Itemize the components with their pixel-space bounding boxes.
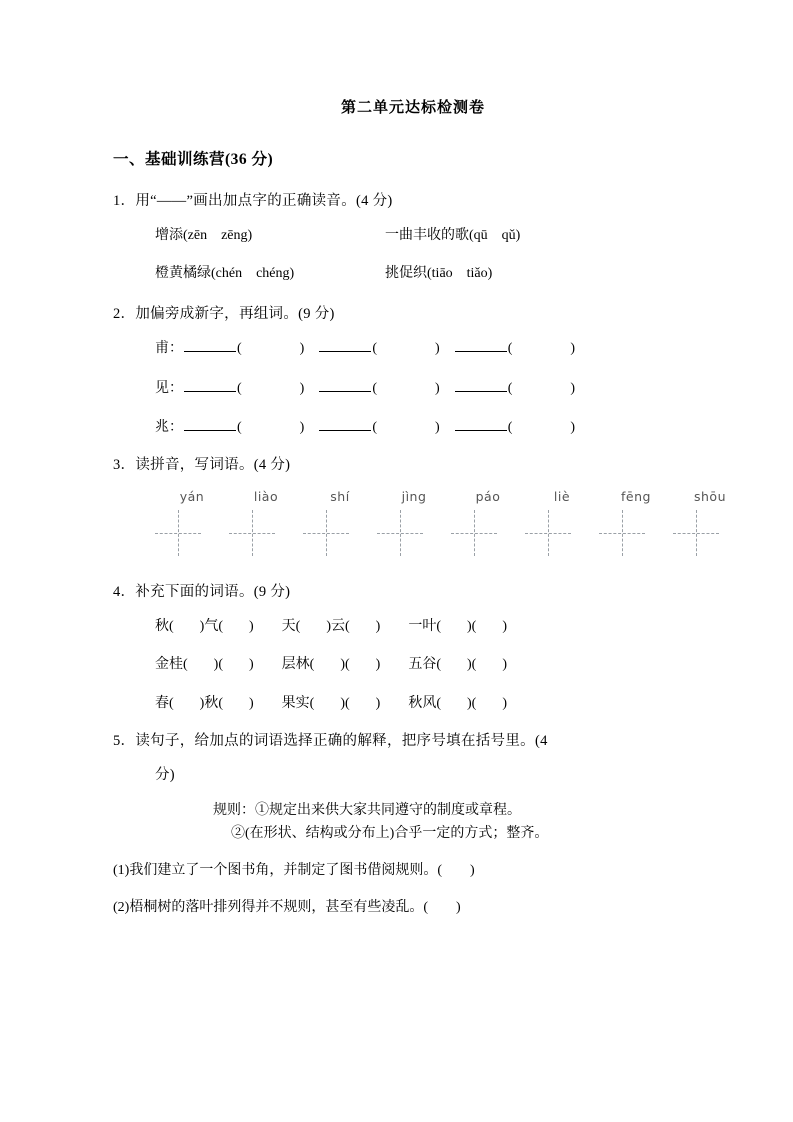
question-5-definitions (213, 799, 713, 823)
q4-cell: )( (340, 695, 350, 711)
question-2 (113, 304, 713, 440)
pinyin-syllable: liào (253, 489, 279, 505)
q4-cell: ) (249, 618, 254, 634)
q1-item-3: 橙黄橘绿(chén chéng) (155, 266, 295, 282)
pinyin-syllable: shí (330, 489, 350, 505)
section-heading: 一、基础训练营(36 分) (113, 151, 274, 168)
q4-cell: ) (502, 618, 508, 634)
question-5-item-1: (1)我们建立了一个图书角，并制定了图书借阅规则。( ) (113, 863, 475, 879)
tianzige-cell[interactable] (377, 510, 423, 556)
tianzige-cell[interactable] (599, 510, 645, 556)
q5-word: 规则： (213, 802, 255, 818)
q4-cell: 天( (281, 618, 301, 634)
question-5-item-2: (2)梧桐树的落叶排列得并不规则，甚至有些凌乱。( ) (113, 899, 461, 915)
q4-cell: )( (340, 657, 350, 673)
question-4-row-3 (155, 693, 713, 715)
answer-blank[interactable] (455, 377, 507, 392)
q4-cell: )气( (199, 618, 223, 634)
q4-cell: 五谷( (408, 657, 442, 673)
tianzige-cell[interactable] (673, 510, 719, 556)
q4-cell: 金桂( (155, 657, 188, 673)
tianzige-group-1 (155, 510, 303, 556)
q4-cell: 秋( (155, 618, 174, 634)
answer-blank[interactable] (319, 416, 371, 431)
paper-content (113, 96, 726, 929)
tianzige-cell[interactable] (229, 510, 275, 556)
answer-blank[interactable] (319, 337, 371, 352)
question-2-row-3: 兆： ( ) ( ) ( ) (155, 416, 713, 439)
q4-cell: 一叶( (408, 618, 442, 634)
q4-cell: ) (249, 695, 254, 711)
pinyin-syllable: fēng (621, 489, 651, 505)
q4-cell: ) (375, 618, 381, 634)
question-1-title: 1．用“——”画出加点字的正确读音。(4 分) (113, 193, 393, 209)
tianzige-cell[interactable] (155, 510, 201, 556)
answer-blank[interactable] (319, 377, 371, 392)
tianzige-cell[interactable] (525, 510, 571, 556)
pinyin-writing-area (155, 489, 726, 556)
pinyin-labels-row (155, 489, 726, 505)
q4-cell: )云( (326, 618, 350, 634)
tianzige-cell[interactable] (303, 510, 349, 556)
q4-cell: )( (467, 695, 477, 711)
question-2-row-2: 见： ( ) ( ) ( ) (155, 377, 713, 400)
q2-char-2: 见： (155, 380, 183, 396)
pinyin-syllable: liè (553, 489, 571, 505)
pinyin-syllable: páo (475, 489, 501, 505)
question-3 (113, 455, 726, 556)
question-4-row-1 (155, 616, 713, 638)
answer-blank[interactable] (455, 337, 507, 352)
question-5 (113, 731, 713, 919)
q4-cell: )( (213, 657, 223, 673)
question-1-line-2 (155, 263, 713, 285)
q4-cell: 层林( (281, 657, 315, 673)
pinyin-syllable: jìng (401, 489, 427, 505)
q4-cell: ) (249, 657, 254, 673)
q2-char-3: 兆： (155, 420, 183, 436)
q4-cell: )秋( (199, 695, 223, 711)
question-3-title: 3．读拼音，写词语。(4 分) (113, 457, 291, 474)
q1-item-1: 增添(zēn zēng) (155, 227, 253, 243)
question-1-line-1 (155, 225, 713, 247)
tianzige-group-3 (451, 510, 599, 556)
pinyin-group-1 (155, 489, 303, 504)
tianzige-group-2 (303, 510, 451, 556)
pinyin-group-3 (451, 489, 599, 504)
q5-def-1: ①规定出来供大家共同遵守的制度或章程。 (255, 802, 521, 818)
q4-cell: )( (467, 618, 477, 634)
answer-blank[interactable] (455, 416, 507, 431)
answer-blank[interactable] (184, 337, 236, 352)
question-2-title: 2．加偏旁成新字，再组词。(9 分) (113, 305, 335, 322)
q4-cell: ) (502, 695, 508, 711)
question-5-title: 5．读句子，给加点的词语选择正确的解释，把序号填在括号里。(4 (113, 733, 548, 750)
question-5-definition-2: ②(在形状、结构或分布上)合乎一定的方式；整齐。 (231, 826, 549, 842)
tianzige-group-4 (599, 510, 747, 556)
q2-char-1: 甫： (155, 341, 183, 357)
pinyin-group-2 (303, 489, 451, 504)
question-4-row-2 (155, 654, 713, 676)
q4-cell: ) (375, 695, 381, 711)
answer-blank[interactable] (184, 416, 236, 431)
question-5-title-cont: 分) (155, 766, 175, 783)
pinyin-syllable: yán (179, 489, 205, 505)
question-2-row-1: 甫： ( ) ( ) ( ) (155, 337, 713, 360)
q4-cell: )( (467, 657, 477, 673)
q4-cell: 果实( (281, 695, 315, 711)
q4-cell: 春( (155, 695, 174, 711)
tianzige-cell[interactable] (451, 510, 497, 556)
q4-cell: 秋风( (408, 695, 442, 711)
pinyin-syllable: shōu (693, 489, 726, 505)
q4-cell: ) (375, 657, 381, 673)
question-4 (113, 582, 713, 715)
pinyin-group-4 (599, 489, 747, 504)
q1-item-2: 一曲丰收的歌(qū qǔ) (385, 227, 521, 243)
question-1 (113, 191, 713, 286)
page-title: 第二单元达标检测卷 (340, 98, 485, 116)
q1-item-4: 挑促织(tiāo tiǎo) (385, 266, 493, 282)
tianzige-row (155, 510, 713, 556)
answer-blank[interactable] (184, 377, 236, 392)
q4-cell: ) (502, 657, 508, 673)
question-4-title: 4．补充下面的词语。(9 分) (113, 584, 291, 601)
